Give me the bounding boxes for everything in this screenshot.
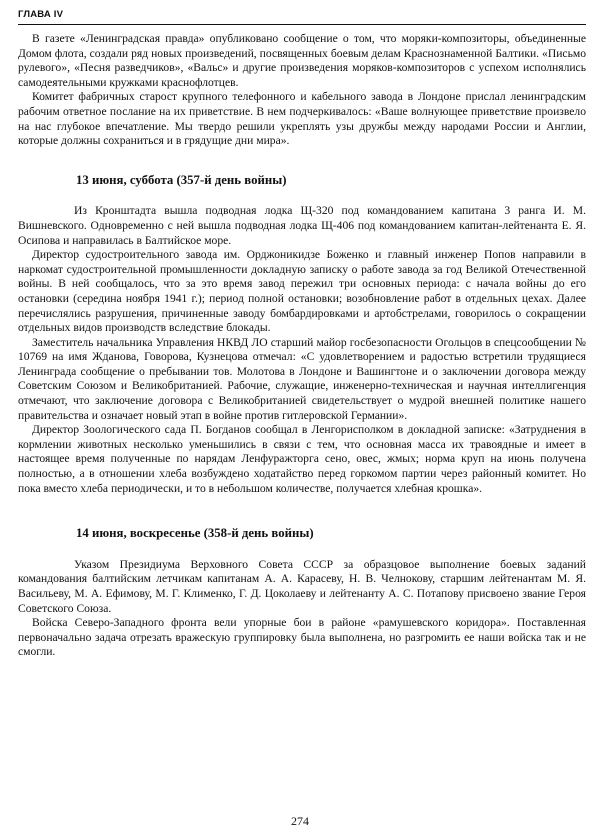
header-rule	[18, 24, 586, 25]
paragraph: Указом Президиума Верховного Совета СССР за образцовое выполнение боевых заданий командования балтийским летчикам капитанам А. А. Карасеву, Н. В. Челнокову, старшим лейтенантам М. Я. Васильеву, М. А. Ефимову, М. Г. Клименко, Г. Д. Цоколаеву и лейтенанту А. С. Потапову присвоено звание Героя Советского Союза.	[18, 557, 586, 615]
paragraph: Из Кронштадта вышла подводная лодка Щ-320 под командованием капитана 3 ранга И. М. Вишневского. Одновременно с ней вышла подводная лодка Щ-406 под командованием капитан-лейтенанта Е. Я. Осипова и направилась в Балтийское море.	[18, 204, 586, 247]
running-head: ГЛАВА IV	[18, 9, 64, 20]
paragraph: Комитет фабричных старост крупного телефонного и кабельного завода в Лондоне прислал ленинградским рабочим ответное послание на их приветствие. В нем подчеркивалось: «Ваше волнующее приветствие произвело на нас глубокое впечатление. Мы твердо решили укреплять узы дружбы между народами России и Англии, которые должны сохраниться и в грядущие дни мира».	[18, 90, 586, 148]
paragraph: Директор судостроительного завода им. Орджоникидзе Боженко и главный инженер Попов направили в наркомат судостроительной промышленности докладную записку о работе завода за год Великой Отечественной войны. В ней сообщалось, что за это время завод пережил три основных периода: с начала войны до его остановки (середина ноября 1941 г.); период полной остановки; возобновление работ в отдельных цехах. Далее перечислялись разрушения, причиненные заводу бомбардировками и артобстрелами, говорилось о сокращении отдельных видов производств вследствие блокады.	[18, 248, 586, 335]
page-body	[18, 32, 586, 660]
paragraph: Заместитель начальника Управления НКВД ЛО старший майор госбезопасности Огольцов в спецсообщении № 10769 на имя Жданова, Говорова, Кузнецова отмечал: «С удовлетворением и радостью встретили трудящиеся Ленинграда сообщение о пребывании тов. Молотова в Лондоне и Вашингтоне и о заключении договора между Советским Союзом и Великобританией. Рабочие, служащие, инженерно-техническая и научная интеллигенция отмечают, что заключение договора с Великобританией свидетельствует о мудрой внешней политике нашего правительства и означает новый этап в войне против гитлеровской Германии».	[18, 335, 586, 422]
paragraph: Войска Северо-Западного фронта вели упорные бои в районе «рамушевского коридора». Поставленная первоначально задача отрезать вражескую группировку была выполнена, но разгромить ее наши войска так и не смогли.	[18, 616, 586, 659]
section-heading: 13 июня, суббота (357-й день войны)	[76, 172, 287, 187]
page-number: 274	[291, 814, 309, 828]
section-heading: 14 июня, воскресенье (358-й день войны)	[76, 526, 314, 541]
paragraph: Директор Зоологического сада П. Богданов сообщал в Ленгорисполком в докладной записке: «Затруднения в кормлении животных несколько уменьшились в связи с тем, что основная масса их травоядные и имеет в настоящее время полученные по нарядам Ленфуражторга сено, овес, жмых; норма круп на июнь получена полностью, а в отношении хлеба возбуждено ходатайство перед горкомом партии через районный комитет. Но пока вместо хлеба периодически, и то в небольшом количестве, получается хлебная крошка».	[18, 423, 586, 495]
paragraph: В газете «Ленинградская правда» опубликовано сообщение о том, что моряки-композиторы, объединенные Домом флота, создали ряд новых произведений, посвященных боевым делам Краснознаменной Балтики. «Письмо рулевого», «Песня разведчиков», «Вальс» и другие произведения моряков-композиторов с успехом исполнялись самодеятельными кружками краснофлотцев.	[18, 32, 586, 89]
